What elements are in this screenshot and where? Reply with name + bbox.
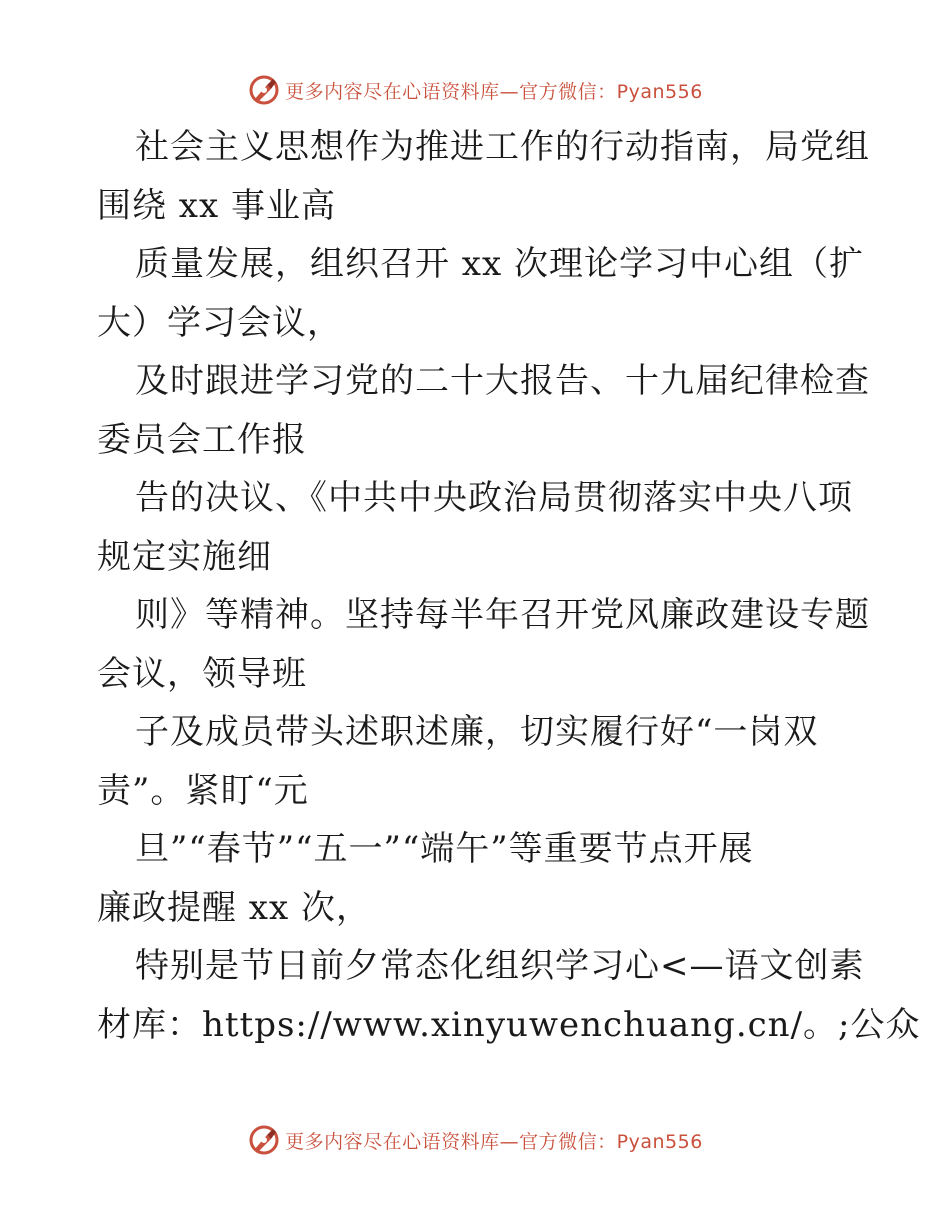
text-line: 子及成员带头述职述廉，切实履行好“一岗双 — [135, 712, 819, 752]
text-line: 会议，领导班 — [97, 653, 307, 694]
document-body — [97, 118, 921, 1054]
text-line: 廉政提醒 xx 次， — [97, 887, 371, 928]
text-line: 及时跟进学习党的二十大报告、十九届纪律检查 — [135, 361, 870, 401]
text-line: 质量发展，组织召开 xx 次理论学习中心组（扩 — [135, 244, 864, 284]
footer-banner — [0, 1120, 950, 1160]
text-line: 告的决议、《中共中央政治局贯彻落实中央八项 — [135, 478, 853, 518]
text-line: 社会主义思想作为推进工作的行动指南，局党组 — [135, 127, 870, 167]
text-line: 规定实施细 — [97, 536, 272, 577]
text-line: 围绕 xx 事业高 — [97, 185, 336, 226]
text-line: 则》等精神。坚持每半年召开党风廉政建设专题 — [135, 595, 870, 635]
header-banner — [0, 70, 950, 110]
text-line: 委员会工作报 — [97, 419, 307, 460]
pen-logo-icon — [247, 73, 281, 107]
banner-text: 更多内容尽在心语资料库—官方微信：Pyan556 — [285, 1130, 703, 1153]
text-line: 旦”“春节”“五一”“端午”等重要节点开展 — [135, 829, 754, 869]
text-line: 材库：https://www.xinyuwenchuang.cn/。;公众 — [97, 1004, 921, 1045]
text-line: 大）学习会议， — [97, 302, 342, 343]
pen-logo-icon — [247, 1123, 281, 1157]
text-line: 特别是节日前夕常态化组织学习心<—语文创素 — [135, 946, 865, 986]
text-line: 责”。紧盯“元 — [97, 770, 309, 811]
banner-text: 更多内容尽在心语资料库—官方微信：Pyan556 — [285, 80, 703, 103]
